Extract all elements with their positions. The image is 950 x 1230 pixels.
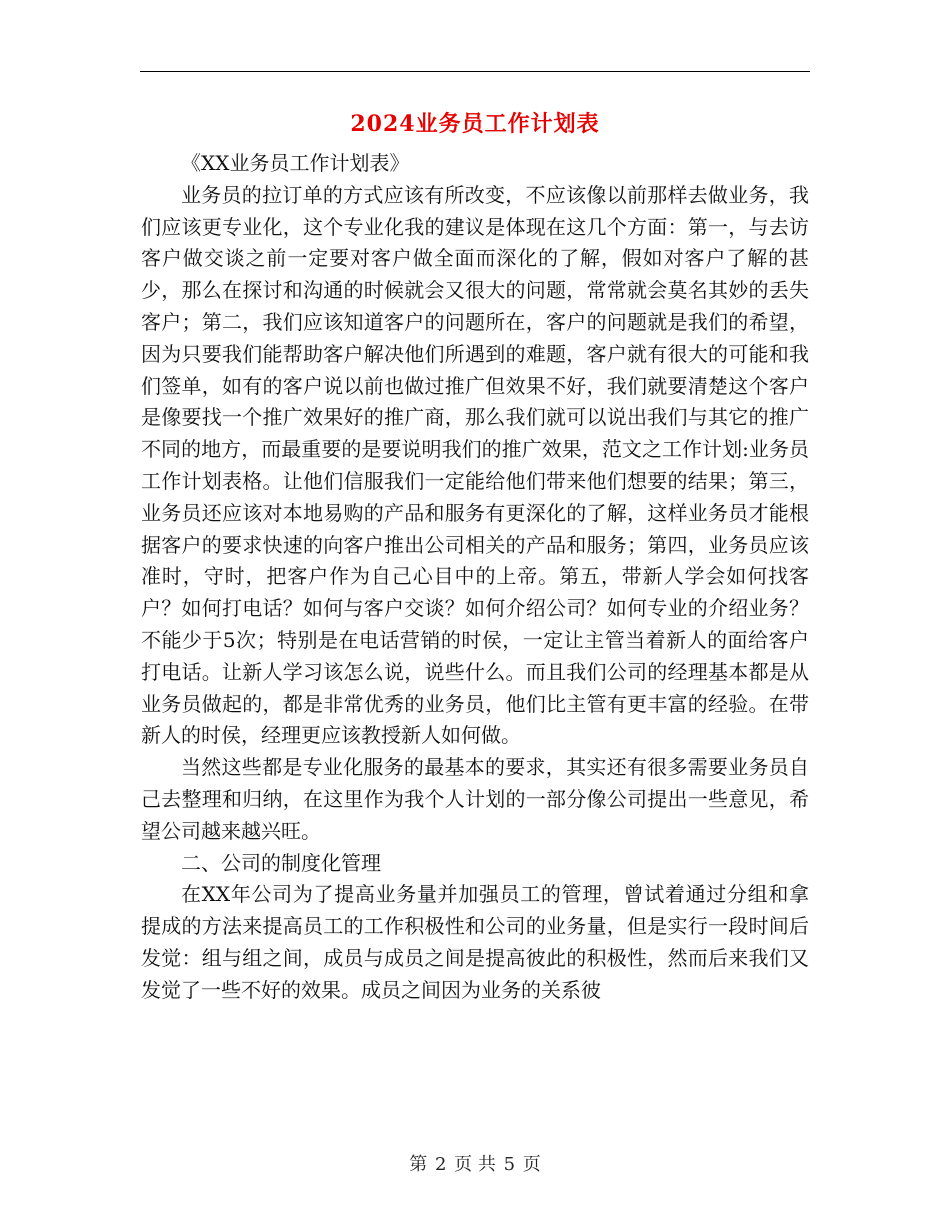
footer-current-page: 2 bbox=[434, 1154, 447, 1175]
footer-middle: 页 共 bbox=[454, 1154, 496, 1175]
footer-total-pages: 5 bbox=[503, 1154, 516, 1175]
header-rule bbox=[140, 71, 810, 72]
paragraph: 业务员的拉订单的方式应该有所改变，不应该像以前那样去做业务，我们应该更专业化，这个专业化我的建议是体现在这几个方面：第一，与去访客户做交谈之前一定要对客户做全面而深化的了解，假如对客户了解的甚少，那么在探讨和沟通的时候就会又很大的问题，常常就会莫名其妙的丢失客户；第二，我们应该知道客户的问题所在，客户的问题就是我们的希望，因为只要我们能帮助客户解决他们所遇到的难题，客户就有很大的可能和我们签单，如有的客户说以前也做过推广但效果不好，我们就要清楚这个客户是像要找一个推广效果好的推广商，那么我们就可以说出我们与其它的推广不同的地方，而最重要的是要说明我们的推广效果，范文之工作计划:业务员工作计划表格。让他们信服我们一定能给他们带来他们想要的结果；第三，业务员还应该对本地易购的产品和服务有更深化的了解，这样业务员才能根据客户的要求快速的向客户推出公司相关的产品和服务；第四，业务员应该准时，守时，把客户作为自己心目中的上帝。第五，带新人学会如何找客户？如何打电话？如何与客户交谈？如何介绍公司？如何专业的介绍业务？不能少于5次；特别是在电话营销的时侯，一定让主管当着新人的面给客户打电话。让新人学习该怎么说，说些什么。而且我们公司的经理基本都是从业务员做起的，都是非常优秀的业务员，他们比主管有更丰富的经验。在带新人的时侯，经理更应该教授新人如何做。 bbox=[141, 182, 809, 748]
paragraph: 当然这些都是专业化服务的最基本的要求，其实还有很多需要业务员自己去整理和归纳，在这里作为我个人计划的一部分像公司提出一些意见，希望公司越来越兴旺。 bbox=[141, 755, 809, 843]
footer-prefix: 第 bbox=[409, 1154, 428, 1175]
paragraph-subtitle: 《XX业务员工作计划表》 bbox=[181, 151, 410, 175]
document-body bbox=[141, 148, 809, 1007]
paragraph: 在XX年公司为了提高业务量并加强员工的管理，曾试着通过分组和拿提成的方法来提高员工的工作积极性和公司的业务量，但是实行一段时间后发觉：组与组之间，成员与成员之间是提高彼此的积极性，然而后来我们又发觉了一些不好的效果。成员之间因为业务的关系彼 bbox=[141, 882, 809, 1002]
footer-suffix: 页 bbox=[522, 1154, 541, 1175]
document-title: 2024业务员工作计划表 bbox=[350, 111, 600, 137]
page-footer bbox=[0, 1152, 950, 1178]
section-heading: 二、公司的制度化管理 bbox=[181, 850, 381, 875]
